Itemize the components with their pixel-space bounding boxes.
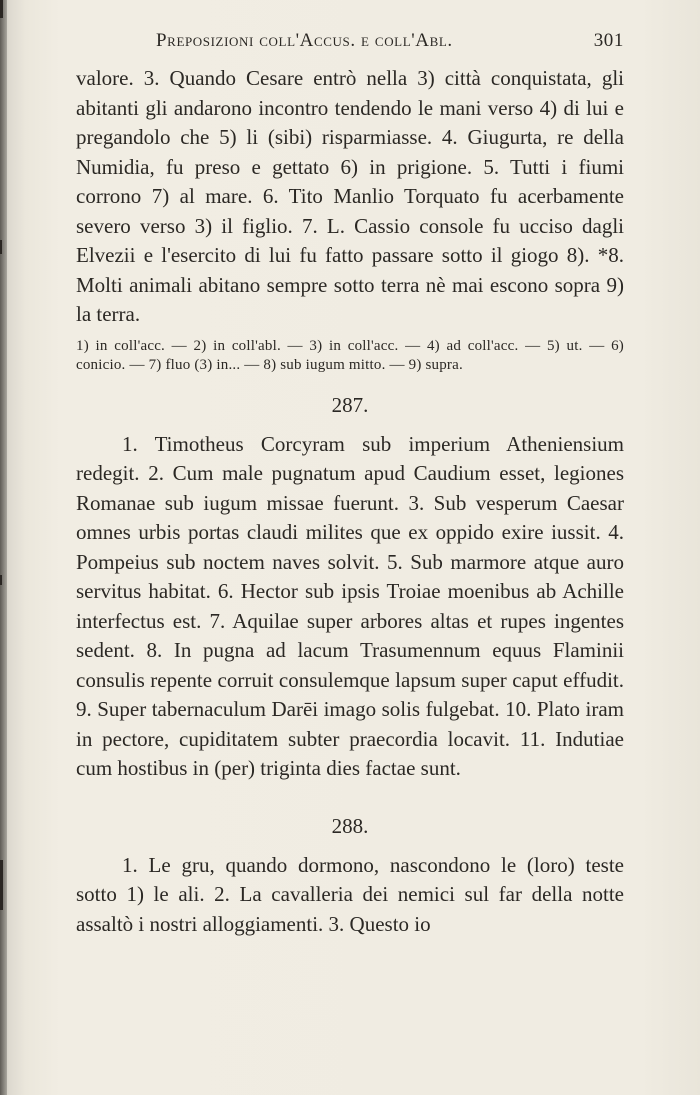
running-head [76, 30, 624, 60]
edge-mark [0, 240, 2, 254]
running-head-title: Preposizioni coll'Accus. e coll'Abl. [156, 30, 453, 51]
exercise-287-text: 1. Timotheus Corcyram sub imperium Atheniensium redegit. 2. Cum male pugnatum apud Caudium esset, legiones Romanae sub iugum missae fuerunt. 3. Sub vesperum Caesar omnes urbis portas claudi milites que ex oppido exire iussit. 4. Pompeius sub noctem naves solvit. 5. Sub marmore atque auro servitus habitat. 6. Hector sub ipsis Troiae moenibus ab Achille interfectus est. 7. Aquilae super arbores altas et rupes ingentes sedent. 8. In pugna ad lacum Trasumennum equus Flaminii consulis repente corruit consulemque lapsum super caput effudit. 9. Super tabernaculum Darēi imago solis fulgebat. 10. Plato iram in pectore, cupiditatem subter praecordia locavit. 11. Indutiae cum hostibus in (per) triginta dies factae sunt. [76, 431, 624, 780]
exercise-288-text: 1. Le gru, quando dormono, nascondono le (loro) teste sotto 1) le ali. 2. La cavalleria dei nemici sul far della notte assaltò i nostri alloggiamenti. 3. Questo io [76, 852, 624, 936]
page-content [76, 30, 624, 939]
page-spine-shadow [0, 0, 7, 1095]
footnotes: 1) in coll'acc. — 2) in coll'abl. — 3) in coll'acc. — 4) ad coll'acc. — 5) ut. — 6) conicio. — 7) fluo (3) in... — 8) sub iugum mitto. — 9) supra. [76, 337, 624, 373]
edge-mark [0, 0, 3, 18]
edge-mark [0, 860, 3, 910]
previous-exercise-text: valore. 3. Quando Cesare entrò nella 3) città conquistata, gli abitanti gli andarono incontro tendendo le mani verso 4) di lui e pregandolo che 5) li (sibi) risparmiasse. 4. Giugurta, re della Numidia, fu preso e gettato 6) in prigione. 5. Tutti i fiumi corrono 7) al mare. 6. Tito Manlio Torquato fu acerbamente severo verso 3) il figlio. 7. L. Cassio console fu ucciso dagli Elvezii e l'esercito di lui fu fatto passare sotto il giogo 8). *8. Molti animali abitano sempre sotto terra nè mai escono sopra 9) la terra. [76, 66, 624, 326]
exercise-number-287: 287. [331, 392, 369, 417]
exercise-number-288: 288. [331, 813, 369, 838]
page-number: 301 [593, 30, 624, 51]
edge-mark [0, 575, 2, 585]
